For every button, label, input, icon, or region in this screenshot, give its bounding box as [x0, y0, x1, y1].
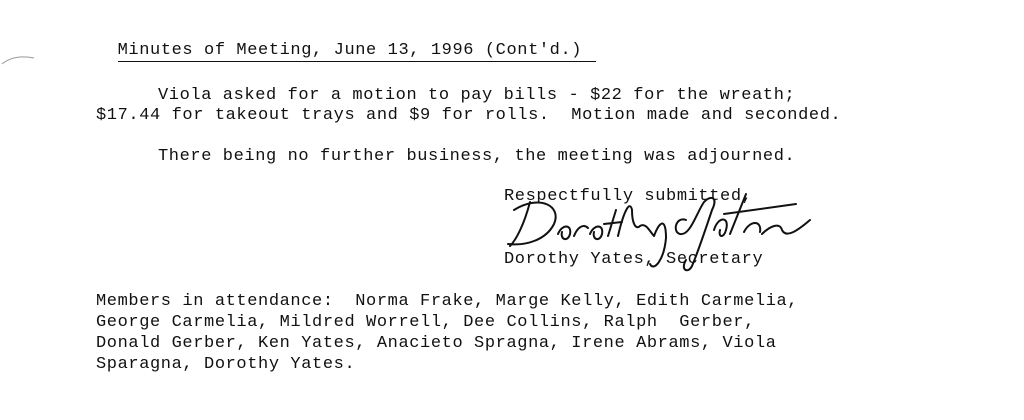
paragraph-adjourned: There being no further business, the meeting was adjourned. [158, 147, 796, 166]
paragraph-bills-line-2: $17.44 for takeout trays and $9 for rolls. Motion made and seconded. [96, 106, 842, 125]
header-title: Minutes of Meeting, June 13, 1996 (Cont'd.) [118, 41, 596, 62]
members-line: Members in attendance: Norma Frake, Marge Kelly, Edith Carmelia, [96, 292, 799, 311]
members-line: Sparagna, Dorothy Yates. [96, 355, 356, 374]
page-header [96, 22, 596, 60]
members-line: George Carmelia, Mildred Worrell, Dee Collins, Ralph Gerber, [96, 313, 755, 332]
members-attendance [96, 291, 798, 375]
scan-artifact [0, 50, 40, 70]
members-line: Donald Gerber, Ken Yates, Anacieto Spragna, Irene Abrams, Viola [96, 334, 777, 353]
closing-line: Respectfully submitted, [504, 187, 753, 206]
paragraph-bills-line-1: Viola asked for a motion to pay bills - $22 for the wreath; [158, 86, 796, 105]
signer-name: Dorothy Yates, Secretary [504, 250, 764, 269]
